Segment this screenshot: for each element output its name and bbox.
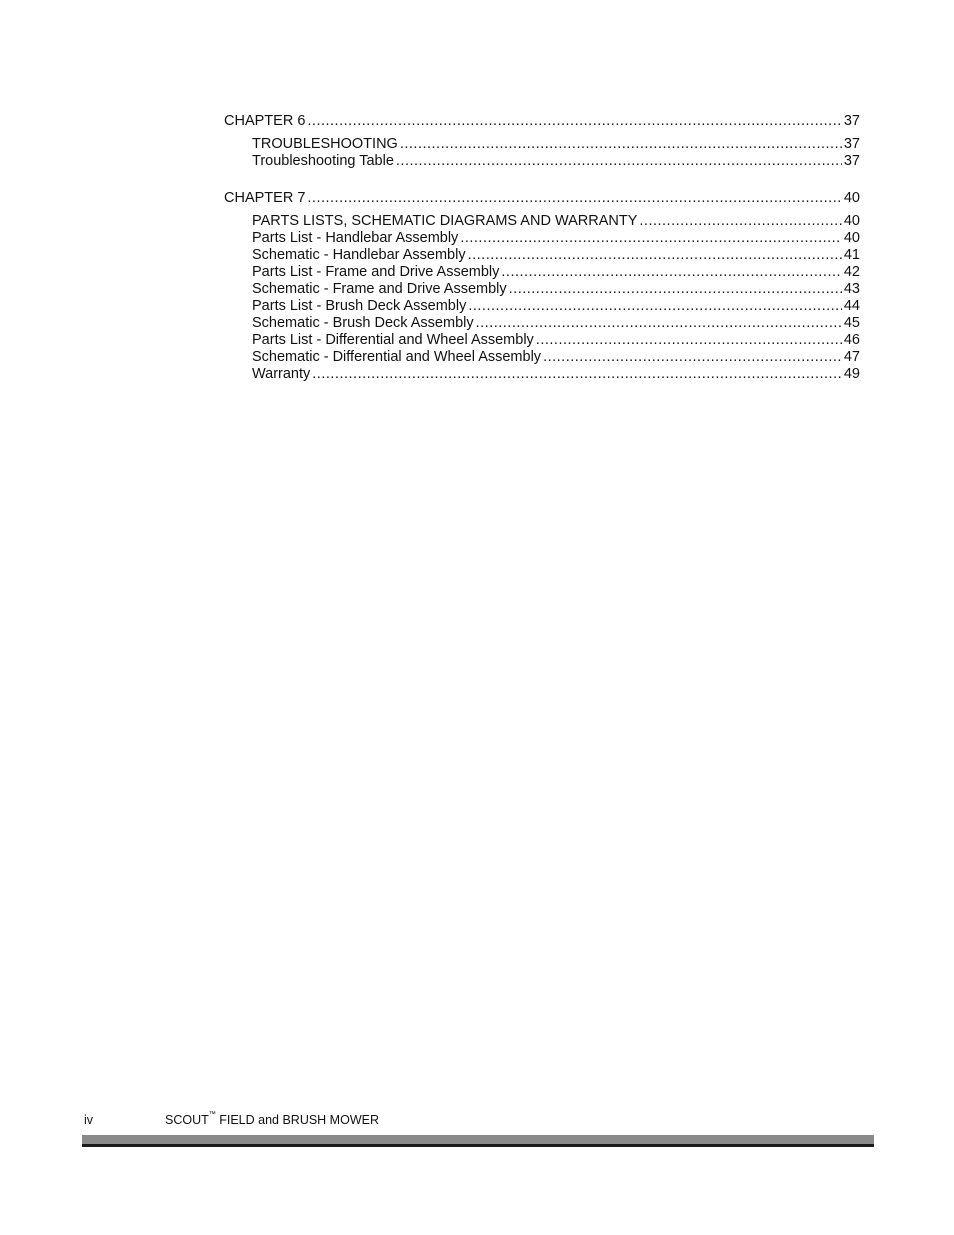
dot-leader [400,136,842,153]
toc-entry-page: 43 [843,281,860,297]
toc-entry-title: CHAPTER 7 [224,190,306,206]
dot-leader [509,281,842,298]
toc-entry-page: 41 [843,247,860,263]
footer-rule-black [82,1144,874,1147]
toc-entry[interactable] [224,366,860,383]
dot-leader [468,298,842,315]
toc-entry[interactable] [224,136,860,153]
toc-entry-chapter-6[interactable] [224,113,860,130]
toc-entry-title: Parts List - Frame and Drive Assembly [252,264,500,280]
dot-leader [307,113,841,130]
dot-leader [396,153,842,170]
dot-leader [468,247,842,264]
toc-entry[interactable] [224,298,860,315]
toc-entry-title: Parts List - Differential and Wheel Assembly [252,332,534,348]
footer-title-main: SCOUT [165,1113,209,1127]
toc-entry-page: 40 [843,213,860,229]
footer-page-number: iv [84,1113,94,1127]
toc-entry-page: 46 [843,332,860,348]
toc-entry[interactable] [224,247,860,264]
toc-entry-page: 47 [843,349,860,365]
dot-leader [460,230,842,247]
toc-entry-page: 37 [843,113,860,129]
toc-entry-chapter-7[interactable] [224,190,860,207]
toc-entry[interactable] [224,332,860,349]
toc-entry[interactable] [224,153,860,170]
toc-entry-title: Schematic - Handlebar Assembly [252,247,466,263]
dot-leader [536,332,842,349]
toc-entry-title: Schematic - Brush Deck Assembly [252,315,474,331]
toc-entry-title: Schematic - Differential and Wheel Assembly [252,349,542,365]
toc-entry-page: 44 [843,298,860,314]
toc-entry[interactable] [224,230,860,247]
footer-document-title [165,1113,379,1127]
toc-entry-page: 45 [843,315,860,331]
dot-leader [476,315,842,332]
footer-rule-gray [82,1135,874,1144]
toc-entry-title: CHAPTER 6 [224,113,306,129]
toc-entry-title: Schematic - Frame and Drive Assembly [252,281,507,297]
toc-entry-page: 37 [843,153,860,169]
dot-leader [307,190,841,207]
toc-entry[interactable] [224,213,860,230]
toc-entry-page: 37 [843,136,860,152]
dot-leader [312,366,842,383]
toc-entry[interactable] [224,264,860,281]
toc-entry-title: Troubleshooting Table [252,153,394,169]
toc-entry-page: 40 [843,230,860,246]
table-of-contents [224,113,860,403]
toc-entry-title: Parts List - Brush Deck Assembly [252,298,467,314]
dot-leader [639,213,841,230]
toc-entry[interactable] [224,281,860,298]
toc-entry[interactable] [224,349,860,366]
toc-entry[interactable] [224,315,860,332]
chapter-7-section [224,190,860,383]
toc-entry-page: 40 [843,190,860,206]
toc-entry-title: Parts List - Handlebar Assembly [252,230,459,246]
chapter-6-section [224,113,860,170]
toc-entry-page: 42 [843,264,860,280]
footer-title-rest: FIELD and BRUSH MOWER [215,1113,379,1127]
dot-leader [543,349,842,366]
toc-entry-title: PARTS LISTS, SCHEMATIC DIAGRAMS AND WARRANTY [252,213,638,229]
dot-leader [501,264,841,281]
toc-entry-title: TROUBLESHOOTING [252,136,398,152]
toc-entry-page: 49 [843,366,860,382]
trademark-symbol: ™ [208,1111,216,1118]
toc-entry-title: Warranty [252,366,311,382]
